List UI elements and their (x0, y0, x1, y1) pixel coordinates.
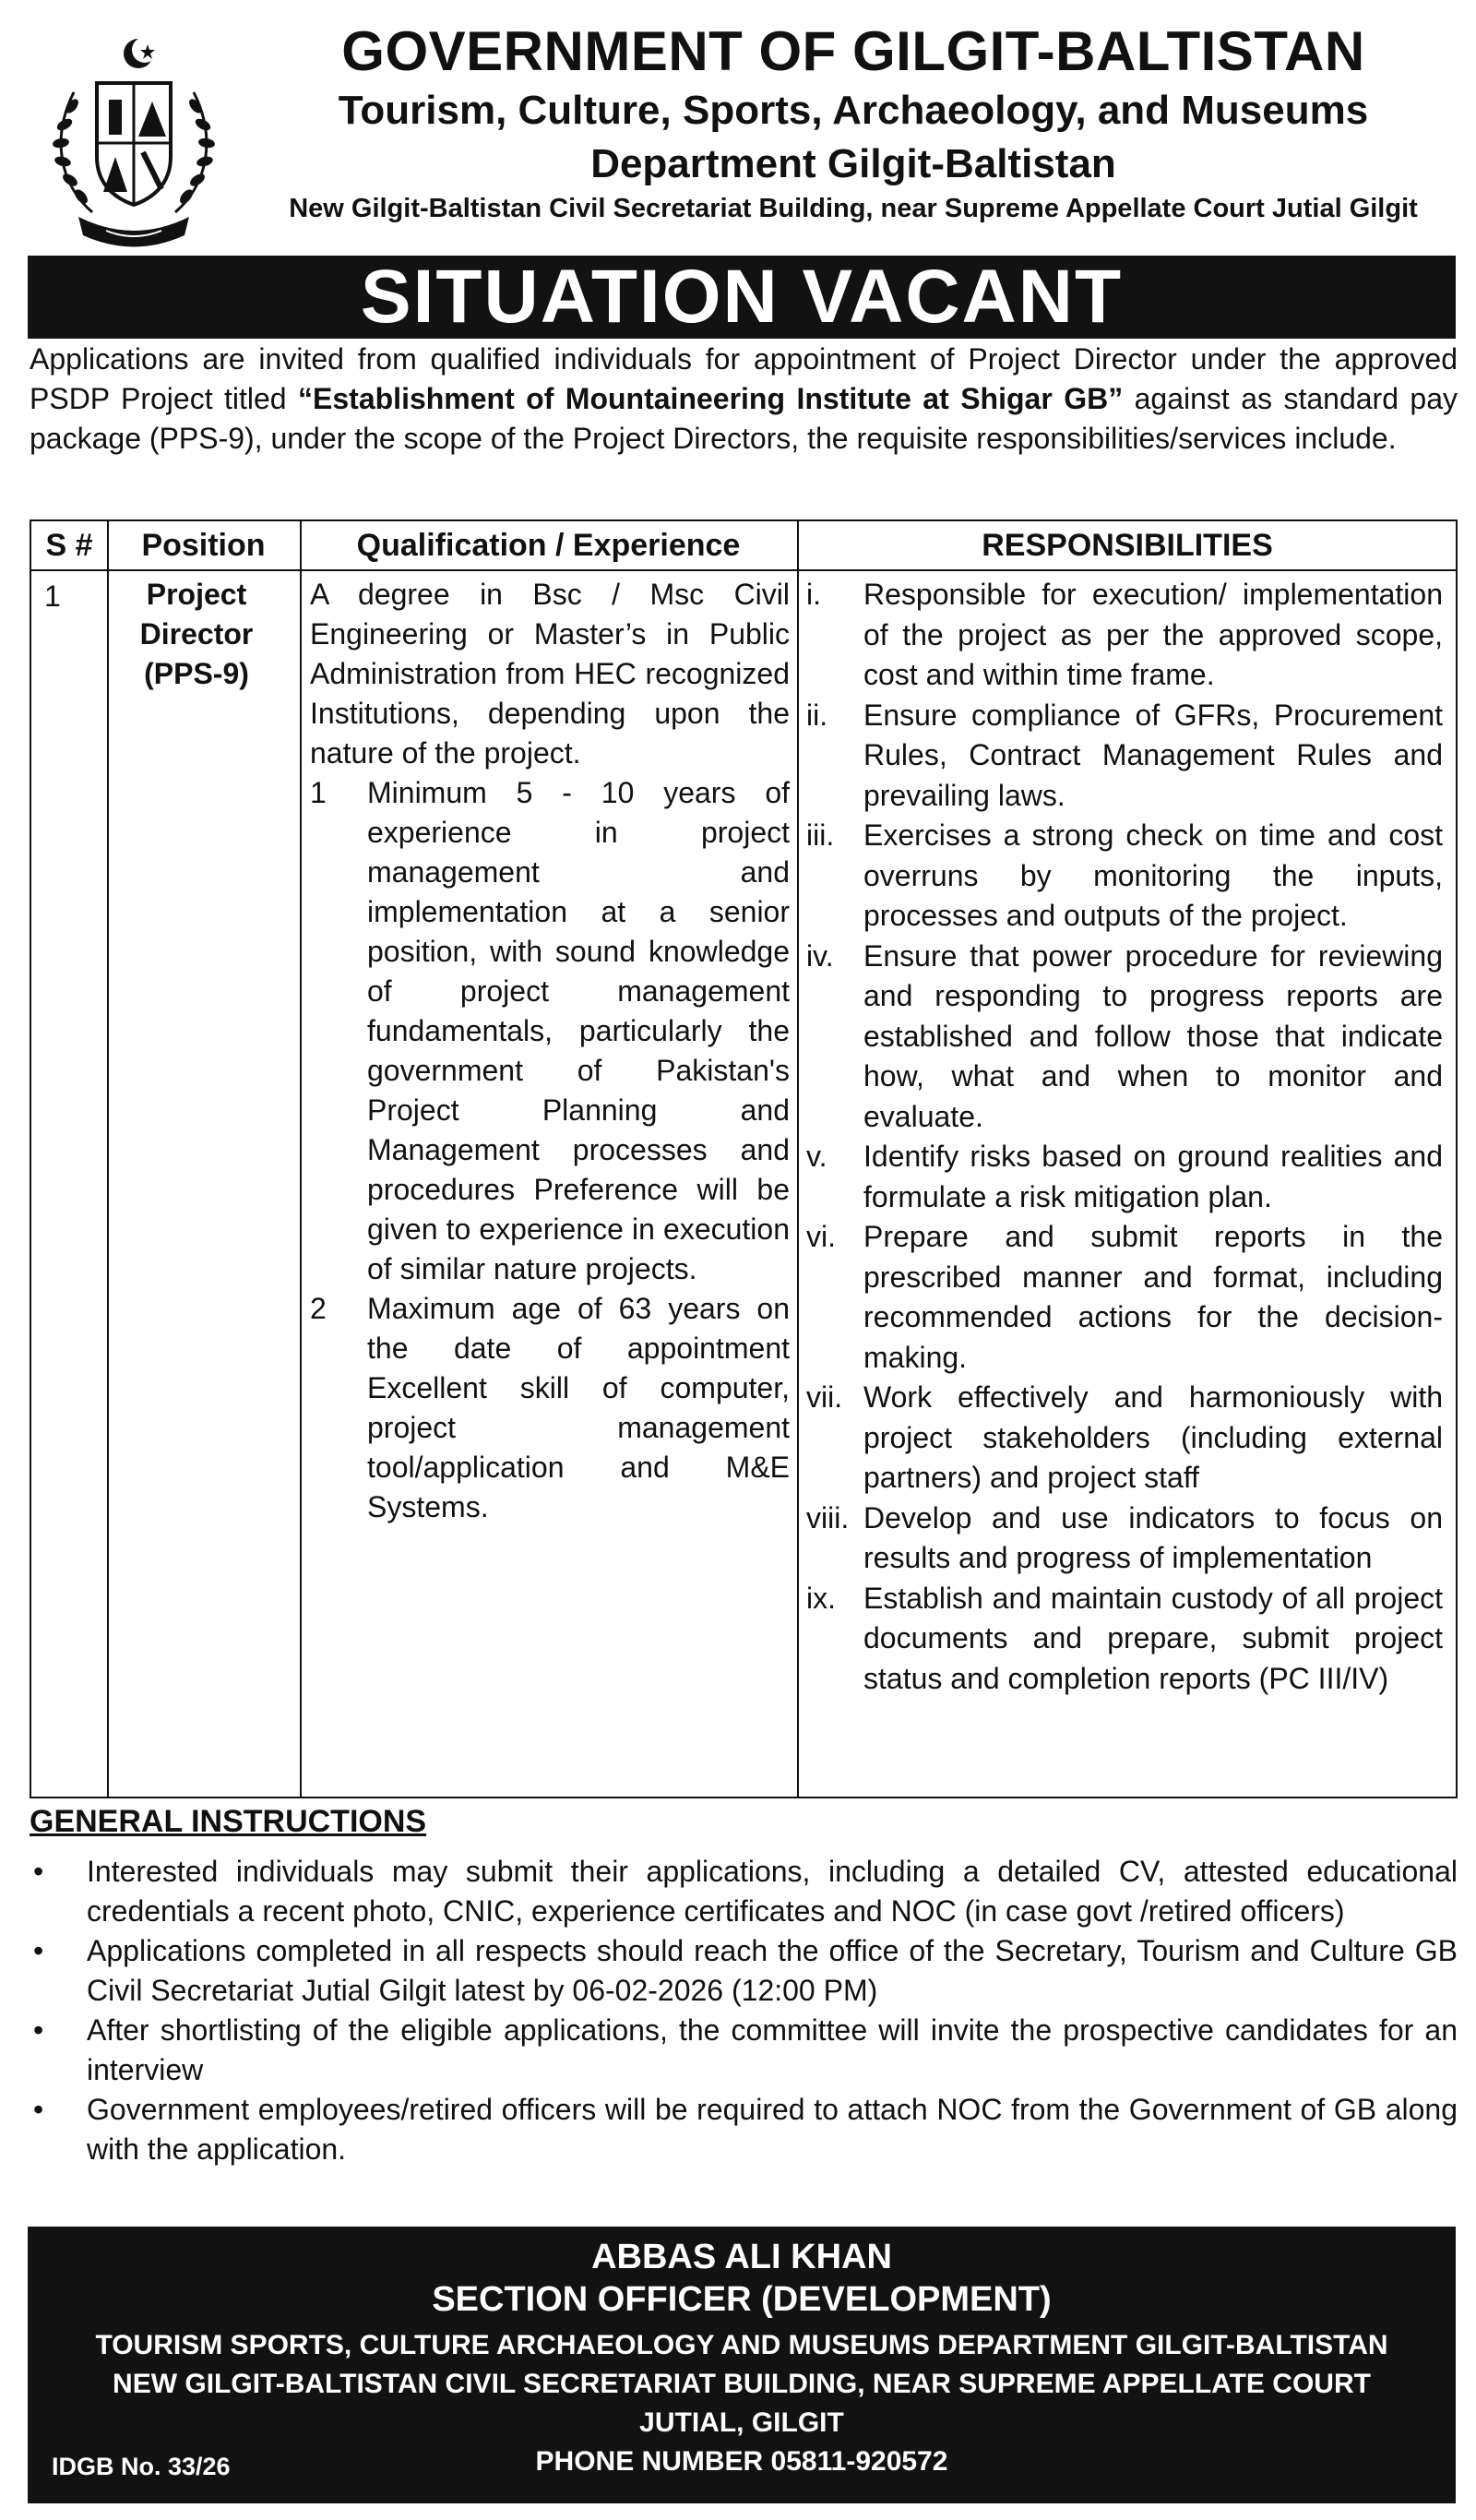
qualification-item-text: Minimum 5 - 10 years of experience in project management and implementation at a senior position, with sound knowledge of project management fundamentals, particularly the government of Pakistan's Project Planning and Management processes and procedures Preference will be given to experience in execution of similar nature projects. (367, 776, 790, 1285)
department-name-line2: Department Gilgit-Baltistan (590, 141, 1116, 186)
column-divider (107, 521, 109, 1797)
qualification-item (310, 773, 790, 1289)
header-row-divider (31, 569, 1456, 571)
position-line: Project (146, 578, 247, 611)
bullet-icon: • (33, 2093, 44, 2126)
responsibility-number: iii. (806, 818, 835, 852)
responsibility-text: Prepare and submit reports in the prescribed manner and format, including recommended actions for the decision-making. (863, 1220, 1443, 1374)
department-name-line1: Tourism, Culture, Sports, Archaeology, and Museums (338, 88, 1369, 133)
responsibility-text: Work effectively and harmoniously with project stakeholders (including external partners) and project staff (863, 1380, 1443, 1494)
responsibility-number: vii. (806, 1380, 843, 1414)
intro-part1: Applications are invited from qualified individuals for appointment of Project Director under the approved PSDP Project titled (30, 342, 1458, 415)
responsibility-number: ix. (806, 1581, 836, 1615)
responsibility-text: Ensure compliance of GFRs, Procurement Rules, Contract Management Rules and prevailing laws. (863, 698, 1443, 812)
header-responsibilities: RESPONSIBILITIES (982, 528, 1273, 563)
bullet-icon: • (33, 2013, 44, 2047)
responsibility-number: ii. (806, 698, 828, 732)
bullet-icon: • (33, 1855, 44, 1888)
responsibility-number: viii. (806, 1500, 850, 1535)
idgb-reference: IDGB No. 33/26 (52, 2453, 231, 2480)
header (0, 0, 1476, 268)
instruction-text: Applications completed in all respects should reach the office of the Secretary, Tourism and Culture GB Civil Secretariat Jutial Gilgit latest by 06-02-2026 (12:00 PM) (87, 1934, 1458, 2007)
instruction-text: Interested individuals may submit their applications, including a detailed CV, attested educational credentials a recent photo, CNIC, experience certificates and NOC (in case govt /retired officers) (87, 1855, 1458, 1928)
signatory-title: SECTION OFFICER (DEVELOPMENT) (432, 2280, 1052, 2319)
instruction-text: After shortlisting of the eligible applications, the committee will invite the prospective candidates for an interview (87, 2013, 1458, 2086)
instruction-item (30, 1852, 1458, 1931)
column-divider (300, 521, 302, 1797)
department-address: New Gilgit-Baltistan Civil Secretariat Building, near Supreme Appellate Court Jutial Gilgit (289, 194, 1418, 223)
responsibility-item (806, 1217, 1443, 1378)
position-line: (PPS-9) (144, 657, 249, 690)
responsibility-number: v. (806, 1140, 827, 1173)
header-title: GOVERNMENT OF GILGIT-BALTISTAN (341, 20, 1365, 82)
gilgit-baltistan-emblem-icon (37, 28, 231, 254)
responsibility-item (806, 1378, 1443, 1499)
instruction-text: Government employees/retired officers will be required to attach NOC from the Government of GB along with the application. (87, 2093, 1458, 2166)
instruction-item (30, 1931, 1458, 2011)
responsibility-text: Responsible for execution/ implementation of the project as per the approved scope, cost and within time frame. (863, 578, 1443, 691)
general-instructions-list (30, 1852, 1458, 2169)
responsibility-number: iv. (806, 938, 834, 973)
responsibility-item (806, 1137, 1443, 1217)
responsibility-item (806, 1579, 1443, 1700)
responsibility-text: Exercises a strong check on time and cost overruns by monitoring the inputs, processes and outputs of the project. (863, 818, 1443, 932)
responsibility-number: i. (806, 578, 821, 611)
row-serial-number: 1 (44, 579, 61, 613)
banner-text: SITUATION VACANT (360, 255, 1124, 339)
qualification-item-number: 2 (310, 1292, 327, 1325)
instruction-item (30, 2011, 1458, 2090)
responsibility-text: Develop and use indicators to focus on results and progress of implementation (863, 1500, 1443, 1574)
position-cell (109, 575, 284, 694)
general-instructions-title: GENERAL INSTRUCTIONS (30, 1804, 427, 1839)
instruction-item (30, 2090, 1458, 2169)
qualification-cell (310, 575, 790, 1527)
situation-vacant-banner (28, 256, 1456, 339)
position-line: Director (139, 617, 254, 651)
footer-address-line1: NEW GILGIT-BALTISTAN CIVIL SECRETARIAT BUILDING, NEAR SUPREME APPELLATE COURT (113, 2369, 1371, 2399)
responsibility-item (806, 816, 1443, 937)
footer-address-line2: JUTIAL, GILGIT (639, 2407, 844, 2438)
project-title: “Establishment of Mountaineering Institute at Shigar GB” (298, 382, 1124, 415)
responsibility-item (806, 1499, 1443, 1579)
responsibility-item (806, 696, 1443, 817)
header-sn: S # (45, 528, 93, 563)
responsibility-text: Establish and maintain custody of all project documents and prepare, submit project status and completion reports (PC III/IV) (863, 1581, 1443, 1695)
responsibilities-cell (806, 575, 1443, 1699)
intro-part2: against as standard pay package (PPS-9), under the scope of the Project Directors, the requisite responsibilities/services include. (30, 382, 1458, 455)
qualification-item-number: 1 (310, 776, 327, 809)
responsibility-item (806, 937, 1443, 1138)
column-divider (797, 521, 799, 1797)
responsibility-item (806, 575, 1443, 696)
bullet-icon: • (33, 1934, 44, 1967)
footer-phone: PHONE NUMBER 05811-920572 (535, 2446, 948, 2477)
qualification-intro: A degree in Bsc / Msc Civil Engineering or Master’s in Public Administration from HEC recognized Institutions, depending upon the nature of the project. (310, 578, 790, 770)
signatory-footer (28, 2227, 1456, 2503)
header-position: Position (141, 528, 266, 563)
qualification-item (310, 1289, 790, 1527)
header-qualification: Qualification / Experience (356, 528, 741, 563)
intro-paragraph (30, 340, 1458, 459)
vacancy-table (30, 520, 1458, 1798)
signatory-name: ABBAS ALI KHAN (591, 2238, 892, 2276)
qualification-item-text: Maximum age of 63 years on the date of appointment Excellent skill of computer, project management tool/application and M&E Systems. (367, 1292, 790, 1523)
responsibility-text: Identify risks based on ground realities and formulate a risk mitigation plan. (863, 1140, 1443, 1213)
responsibility-text: Ensure that power procedure for reviewing and responding to progress reports are established and follow those that indicate how, what and when to monitor and evaluate. (863, 938, 1443, 1133)
footer-department: TOURISM SPORTS, CULTURE ARCHAEOLOGY AND MUSEUMS DEPARTMENT GILGIT-BALTISTAN (95, 2330, 1388, 2360)
responsibility-number: vi. (806, 1220, 836, 1253)
